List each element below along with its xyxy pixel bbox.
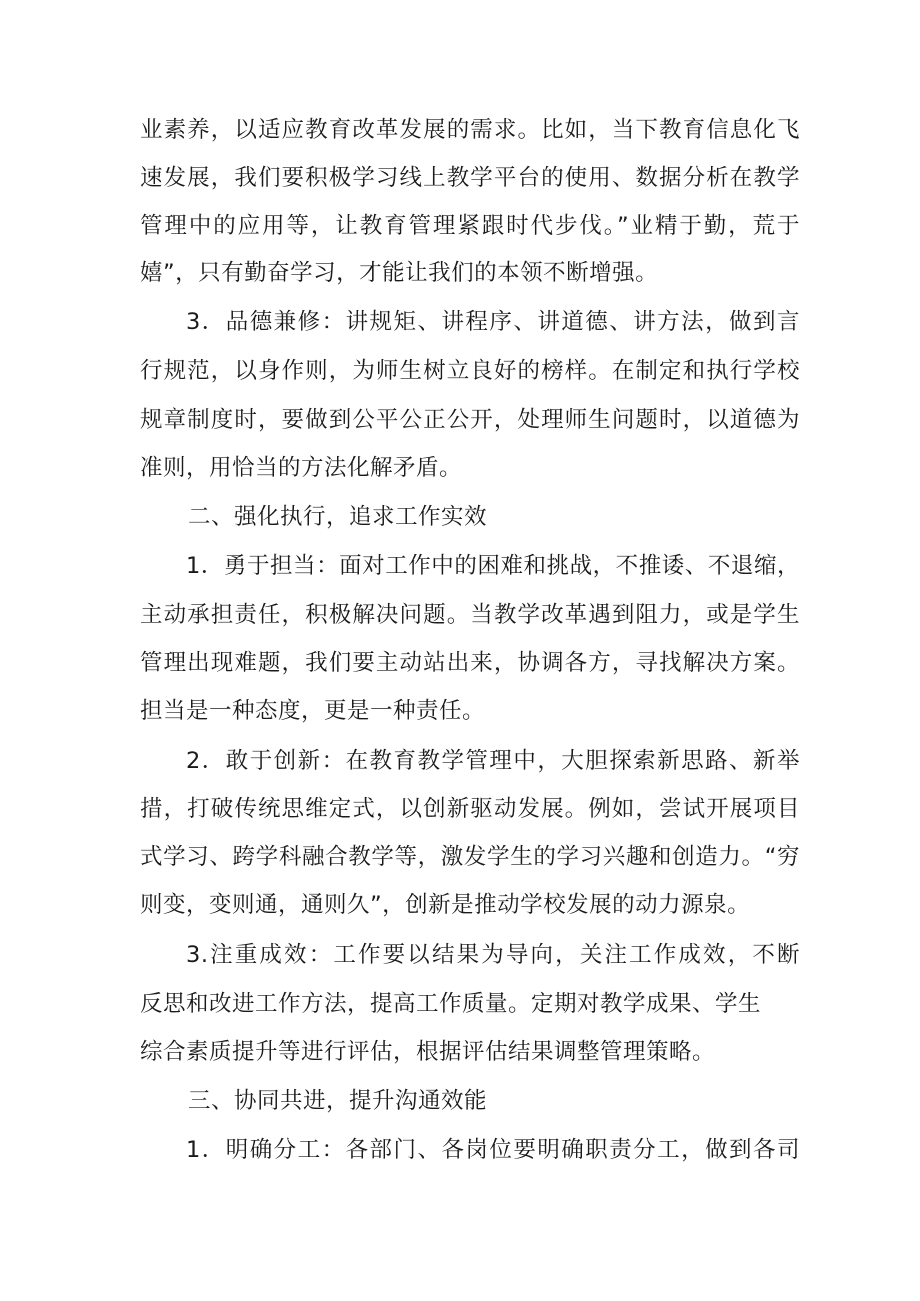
- paragraph-line: 规章制度时，要做到公平公正公开，处理师生问题时，以道德为: [140, 407, 800, 433]
- list-item-line: 2．敢于创新：在教育教学管理中，大胆探索新思路、新举: [186, 748, 800, 774]
- paragraph-line: 准则，用恰当的方法化解矛盾。: [140, 455, 463, 481]
- list-item-line: 1．勇于担当：面对工作中的困难和挑战，不推诿、不退缩，: [186, 553, 800, 579]
- list-item-line: 1．明确分工：各部门、各岗位要明确职责分工，做到各司: [186, 1137, 800, 1163]
- section-heading: 三、协同共进，提升沟通效能: [188, 1088, 488, 1114]
- paragraph-line: 管理出现难题，我们要主动站出来，协调各方，寻找解决方案。: [140, 650, 800, 676]
- paragraph-line: 嬉”，只有勤奋学习，才能让我们的本领不断增强。: [140, 260, 659, 286]
- paragraph-line: 综合素质提升等进行评估，根据评估结果调整管理策略。: [140, 1039, 716, 1065]
- paragraph-line: 措，打破传统思维定式，以创新驱动发展。例如，尝试开展项目: [140, 796, 800, 822]
- section-heading: 二、强化执行，追求工作实效: [188, 504, 488, 530]
- paragraph-line: 管理中的应用等，让教育管理紧跟时代步伐。”业精于勤，荒于: [140, 213, 800, 239]
- paragraph-line: 反思和改进工作方法，提高工作质量。定期对教学成果、学生: [140, 991, 762, 1017]
- paragraph-line: 式学习、跨学科融合教学等，激发学生的学习兴趣和创造力。“穷: [140, 844, 800, 870]
- list-item-line: 3.注重成效：工作要以结果为导向，关注工作成效，不断: [186, 942, 800, 968]
- paragraph-line: 担当是一种态度，更是一种责任。: [140, 698, 486, 724]
- paragraph-line: 则变，变则通，通则久”，创新是推动学校发展的动力源泉。: [140, 892, 751, 918]
- list-item-line: 3．品德兼修：讲规矩、讲程序、讲道德、讲方法，做到言: [186, 309, 800, 335]
- paragraph-line: 行规范，以身作则，为师生树立良好的榜样。在制定和执行学校: [140, 358, 800, 384]
- paragraph-line: 业素养，以适应教育改革发展的需求。比如，当下教育信息化飞: [140, 117, 800, 143]
- paragraph-line: 速发展，我们要积极学习线上教学平台的使用、数据分析在教学: [140, 165, 800, 191]
- paragraph-line: 主动承担责任，积极解决问题。当教学改革遇到阻力，或是学生: [140, 602, 800, 628]
